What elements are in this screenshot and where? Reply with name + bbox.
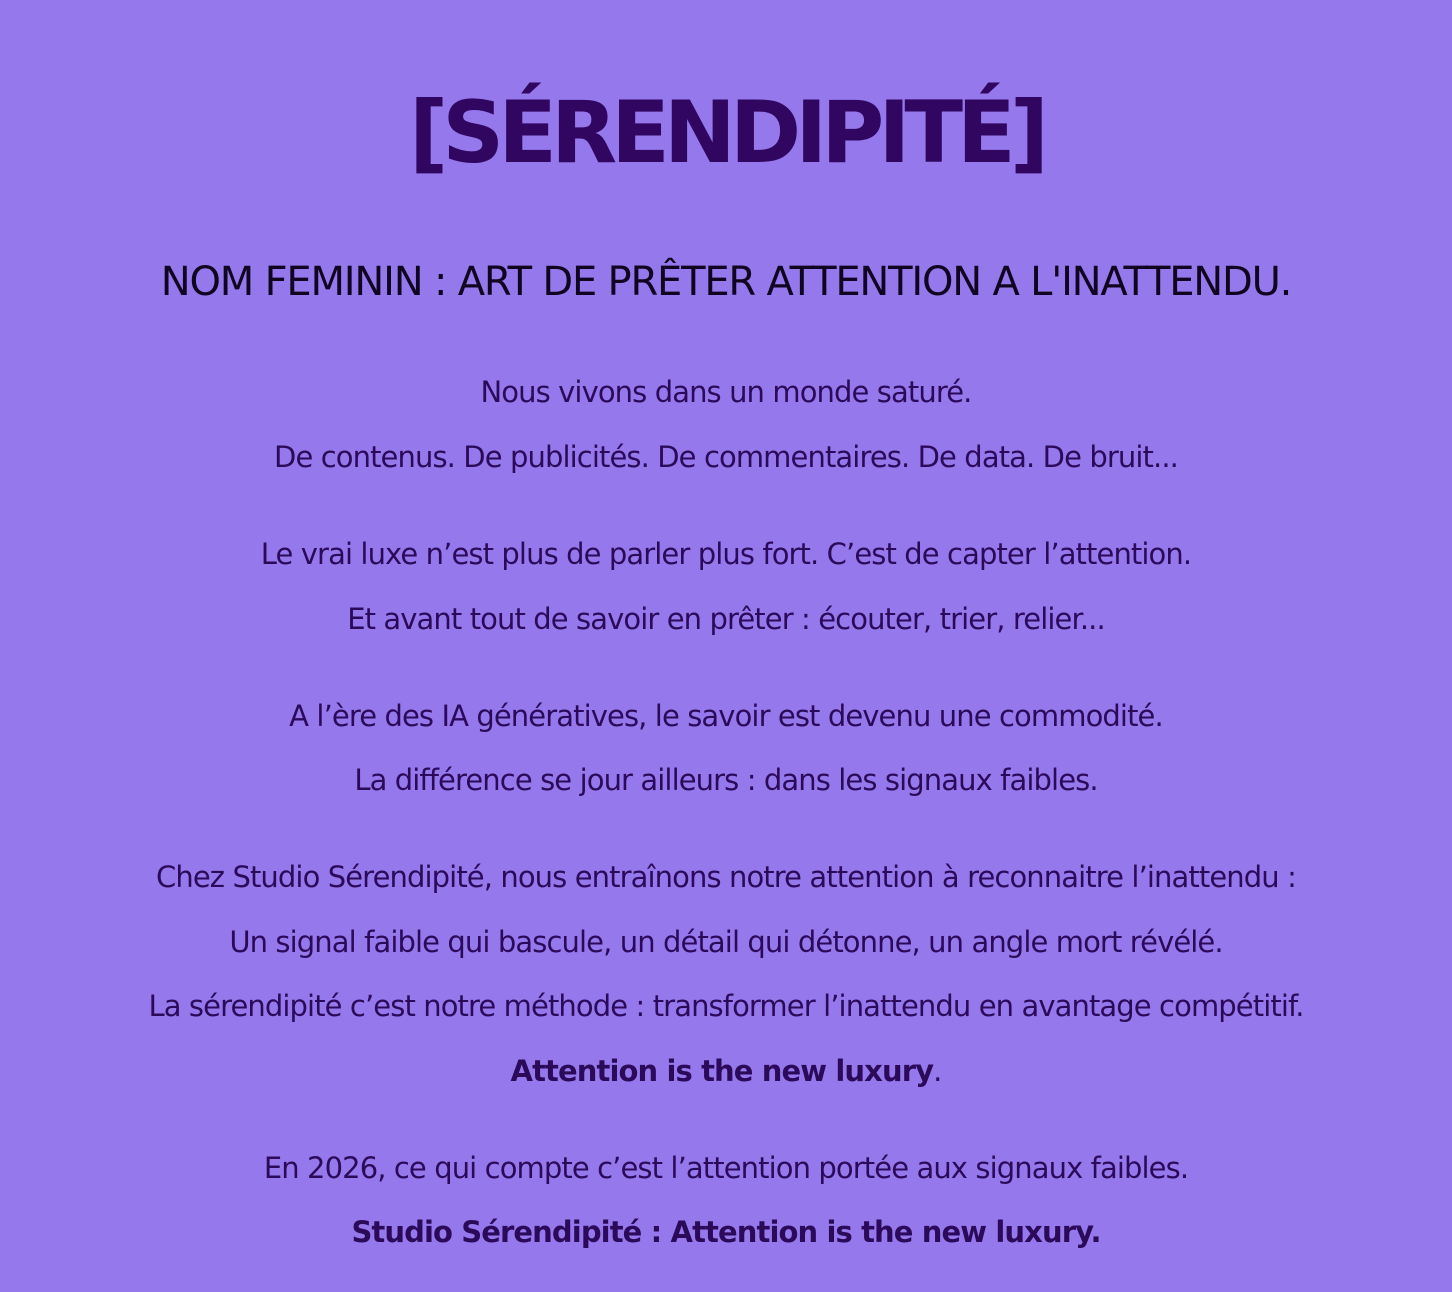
manifesto-line: Le vrai luxe n’est plus de parler plus fort. C’est de capter l’attention. (260, 537, 1192, 571)
manifesto-line: Chez Studio Sérendipité, nous entraînons notre attention à reconnaitre l’inattendu : (156, 860, 1296, 894)
manifesto-line: Un signal faible qui bascule, un détail qui détonne, un angle mort révélé. (229, 925, 1223, 959)
manifesto-line: Et avant tout de savoir en prêter : écouter, trier, relier... (347, 602, 1105, 636)
manifesto-line: A l’ère des IA génératives, le savoir est devenu une commodité. (289, 699, 1163, 733)
manifesto-line: De contenus. De publicités. De commentaires. De data. De bruit... (274, 440, 1178, 474)
manifesto-line: Nous vivons dans un monde saturé. (480, 375, 972, 409)
tagline-bold: Attention is the new luxury (510, 1054, 934, 1088)
tagline (0, 1051, 1452, 1091)
manifesto-line: En 2026, ce qui compte c’est l’attention portée aux signaux faibles. (263, 1151, 1189, 1185)
manifesto-line: La différence se jour ailleurs : dans les signaux faibles. (354, 763, 1098, 797)
closing-statement (0, 1212, 1452, 1252)
manifesto-line: La sérendipité c’est notre méthode : transformer l’inattendu en avantage compétitif. (148, 989, 1304, 1023)
brand-logo: [SÉRENDIPITÉ] (408, 83, 1044, 183)
closing-bold: Studio Sérendipité : Attention is the new luxury. (351, 1215, 1101, 1249)
tagline-period: . (933, 1054, 942, 1088)
definition-heading: NOM FEMININ : ART DE PRÊTER ATTENTION A L'INATTENDU. (160, 259, 1292, 305)
